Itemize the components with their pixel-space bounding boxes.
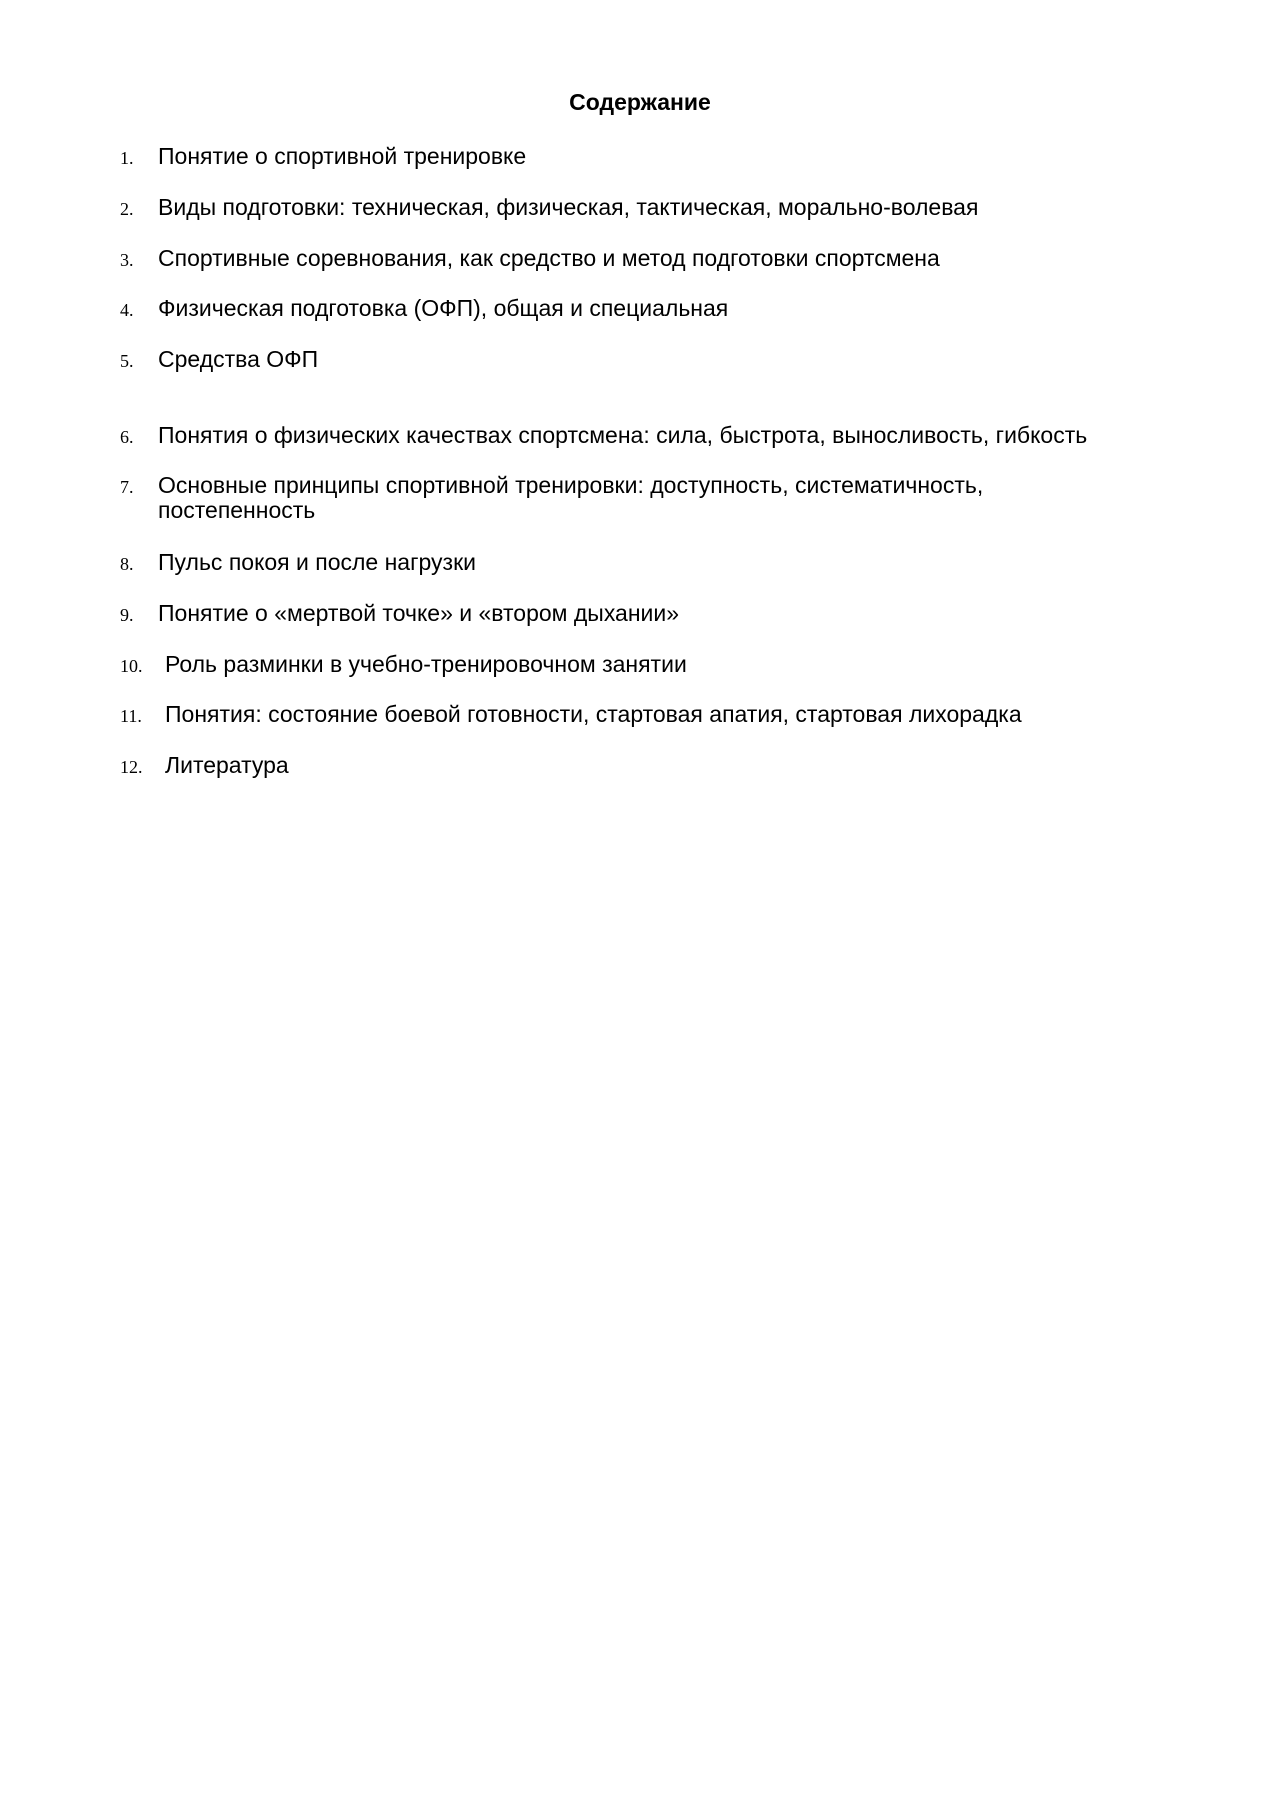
toc-item-number: 3. bbox=[120, 250, 134, 270]
toc-item-number: 9. bbox=[120, 605, 134, 625]
toc-item-number: 2. bbox=[120, 199, 134, 219]
toc-item-text: Понятия о физических качествах спортсмена: сила, быстрота, выносливость, гибкость bbox=[158, 422, 1088, 448]
toc-item-text: Роль разминки в учебно-тренировочном занятии bbox=[165, 651, 687, 677]
toc-item-number: 10. bbox=[120, 656, 143, 676]
toc-item-text: Понятие о спортивной тренировке bbox=[158, 143, 527, 169]
toc-item-number: 8. bbox=[120, 554, 134, 574]
toc-item-text: Виды подготовки: техническая, физическая, тактическая, морально-волевая bbox=[158, 194, 979, 220]
toc-item-text: Понятие о «мертвой точке» и «втором дыхании» bbox=[158, 600, 680, 626]
toc-item-text: Средства ОФП bbox=[158, 346, 319, 372]
toc-item-text: Пульс покоя и после нагрузки bbox=[158, 549, 476, 575]
toc-item-text: Физическая подготовка (ОФП), общая и специальная bbox=[158, 295, 729, 321]
toc-item-number: 5. bbox=[120, 351, 134, 371]
toc-item-number: 1. bbox=[120, 148, 134, 168]
page-title: Содержание bbox=[569, 89, 711, 115]
toc-item-number: 7. bbox=[120, 477, 134, 497]
toc-item-number: 11. bbox=[120, 706, 142, 726]
toc-item-number: 4. bbox=[120, 300, 134, 320]
toc-item-number: 12. bbox=[120, 757, 143, 777]
toc-item-text: Основные принципы спортивной тренировки: доступность, систематичность, постепенность bbox=[158, 472, 984, 523]
toc-item-number: 6. bbox=[120, 427, 134, 447]
toc-item-text: Литература bbox=[165, 752, 289, 778]
toc-item-text: Понятия: состояние боевой готовности, стартовая апатия, стартовая лихорадка bbox=[165, 701, 1022, 727]
toc-item-text: Спортивные соревнования, как средство и метод подготовки спортсмена bbox=[158, 245, 940, 271]
